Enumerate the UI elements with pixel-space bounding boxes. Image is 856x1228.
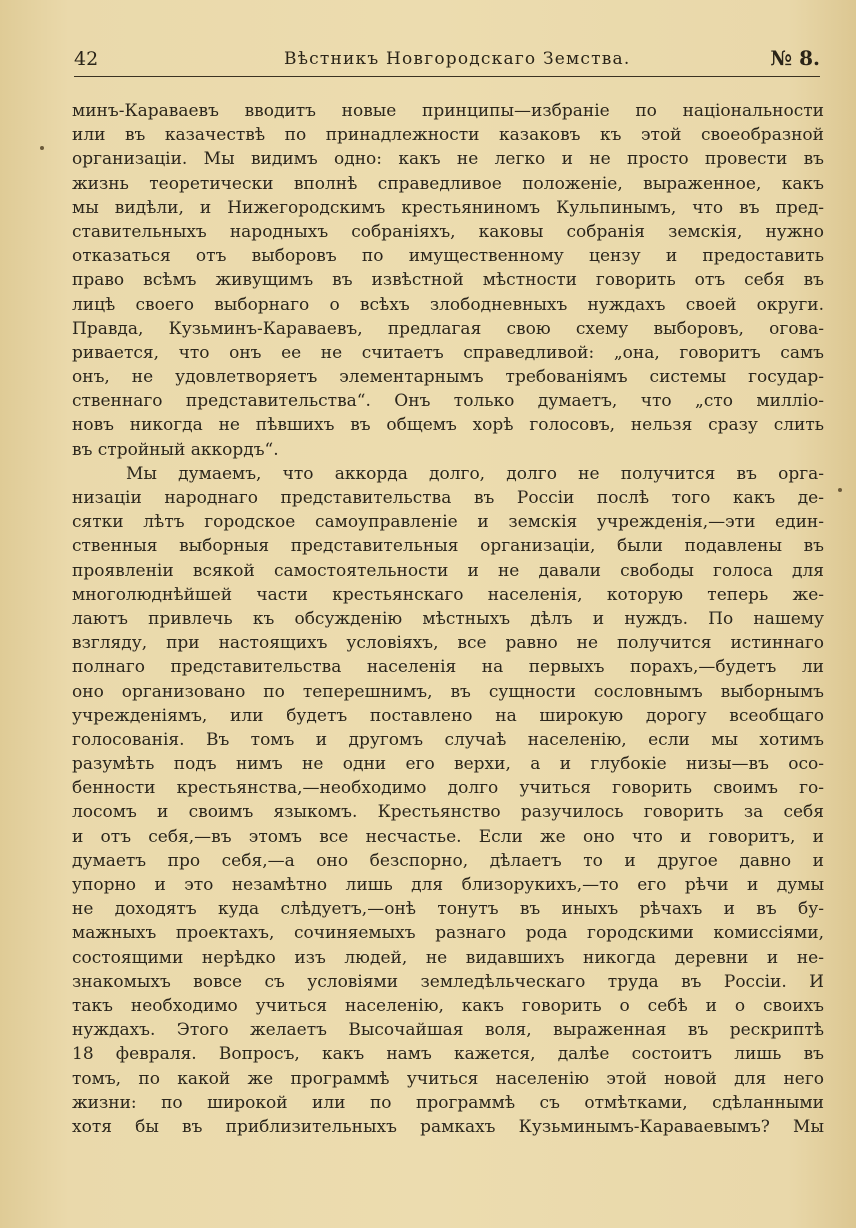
text-line: и отъ себя,—въ этомъ все несчастье. Если же оно что и говоритъ, и: [72, 826, 824, 847]
text-line: знакомыхъ вовсе съ условіями земледѣльческаго труда въ Россіи. И: [72, 971, 824, 992]
text-line: организаціи. Мы видимъ одно: какъ не легко и не просто провести въ: [72, 149, 824, 170]
text-line: жизни: по широкой или по программѣ съ отмѣтками, сдѣланными: [72, 1092, 824, 1113]
text-line: многолюднѣйшей части крестьянскаго населенія, которую теперь же-: [72, 584, 824, 605]
text-line: въ стройный аккордъ“.: [72, 439, 279, 460]
margin-mark: [40, 146, 44, 150]
text-line: голосованія. Въ томъ и другомъ случаѣ населенію, если мы хотимъ: [72, 729, 824, 750]
text-line: упорно и это незамѣтно лишь для близорукихъ,—то его рѣчи и думы: [72, 875, 824, 895]
text-line: 18 февраля. Вопросъ, какъ намъ кажется, далѣе состоитъ лишь въ: [72, 1044, 824, 1065]
text-line: лаютъ привлечь къ обсужденію мѣстныхъ дѣлъ и нуждъ. По нашему: [72, 608, 824, 629]
text-line: ривается, что онъ ее не считаетъ справедливой: „она, говоритъ самъ: [72, 342, 824, 363]
text-line: онъ, не удовлетворяетъ элементарнымъ требованіямъ системы государ-: [72, 367, 824, 388]
issue-number: № 8.: [770, 46, 820, 70]
text-line: думаетъ про себя,—а оно безспорно, дѣлаетъ то и другое давно и: [72, 850, 824, 871]
text-line: новъ никогда не пѣвшихъ въ общемъ хорѣ голосовъ, нельзя сразу слить: [72, 415, 824, 436]
text-line: такъ необходимо учиться населенію, какъ говорить о себѣ и о своихъ: [72, 995, 824, 1016]
page-number: 42: [74, 48, 99, 70]
text-line: низаціи народнаго представительства въ Россіи послѣ того какъ де-: [72, 488, 824, 508]
text-line: ставительныхъ народныхъ собраніяхъ, каковы собранія земскія, нужно: [72, 221, 824, 242]
text-line: Правда, Кузьминъ-Караваевъ, предлагая свою схему выборовъ, огова-: [72, 318, 824, 339]
header-rule: [74, 76, 820, 77]
text-line: ственныя выборныя представительныя организаціи, были подавлены въ: [72, 536, 824, 557]
text-line: оно организовано по теперешнимъ, въ сущности сословнымъ выборнымъ: [72, 681, 824, 702]
text-line: жизнь теоретически вполнѣ справедливое положеніе, выраженное, какъ: [72, 173, 824, 194]
text-line: или въ казачествѣ по принадлежности казаковъ къ этой своеобразной: [72, 125, 824, 146]
body-text: [72, 99, 824, 1139]
text-line: полнаго представительства населенія на первыхъ порахъ,—будетъ ли: [72, 657, 824, 678]
text-line: состоящими нерѣдко изъ людей, не видавшихъ никогда деревни и не-: [72, 947, 824, 968]
running-header: [74, 44, 820, 74]
text-line: хотя бы въ приблизительныхъ рамкахъ Кузьминымъ-Караваевымъ? Мы: [72, 1116, 824, 1137]
text-line: лицѣ своего выборнаго о всѣхъ злободневныхъ нуждахъ своей округи.: [72, 294, 824, 315]
text-line: мажныхъ проектахъ, сочиняемыхъ разнаго рода городскими комиссіями,: [72, 923, 824, 944]
text-line: лосомъ и своимъ языкомъ. Крестьянство разучилось говорить за себя: [72, 802, 824, 823]
text-line: сятки лѣтъ городское самоуправленіе и земскія учрежденія,—эти един-: [72, 512, 824, 533]
text-line: нуждахъ. Этого желаетъ Высочайшая воля, выраженная въ рескриптѣ: [72, 1020, 824, 1041]
text-line: ственнаго представительства“. Онъ только думаетъ, что „сто милліо-: [72, 391, 824, 412]
text-line: разумѣть подъ нимъ не одни его верхи, а и глубокіе низы—въ осо-: [72, 754, 824, 775]
text-line: бенности крестьянства,—необходимо долго учиться говорить своимъ го-: [72, 778, 824, 799]
text-line: учрежденіямъ, или будетъ поставлено на широкую дорогу всеобщаго: [72, 705, 824, 726]
text-line: отказаться отъ выборовъ по имущественному цензу и предоставить: [72, 246, 824, 267]
text-line: Мы думаемъ, что аккорда долго, долго не получится въ орга-: [126, 463, 824, 484]
journal-title: Вѣстникъ Новгородскаго Земства.: [284, 49, 631, 69]
text-line: томъ, по какой же программѣ учиться населенію этой новой для него: [72, 1068, 824, 1089]
text-line: минъ-Караваевъ вводитъ новые принципы—избраніе по національности: [72, 101, 824, 121]
text-line: не доходятъ куда слѣдуетъ,—онѣ тонутъ въ иныхъ рѣчахъ и въ бу-: [72, 899, 824, 920]
text-line: право всѣмъ живущимъ въ извѣстной мѣстности говорить отъ себя въ: [72, 270, 824, 291]
text-line: мы видѣли, и Нижегородскимъ крестьяниномъ Кульпинымъ, что въ пред-: [72, 197, 824, 218]
margin-mark: [838, 488, 842, 492]
text-line: проявленіи всякой самостоятельности и не давали свободы голоса для: [72, 560, 824, 581]
text-line: взгляду, при настоящихъ условіяхъ, все равно не получится истиннаго: [72, 633, 824, 654]
